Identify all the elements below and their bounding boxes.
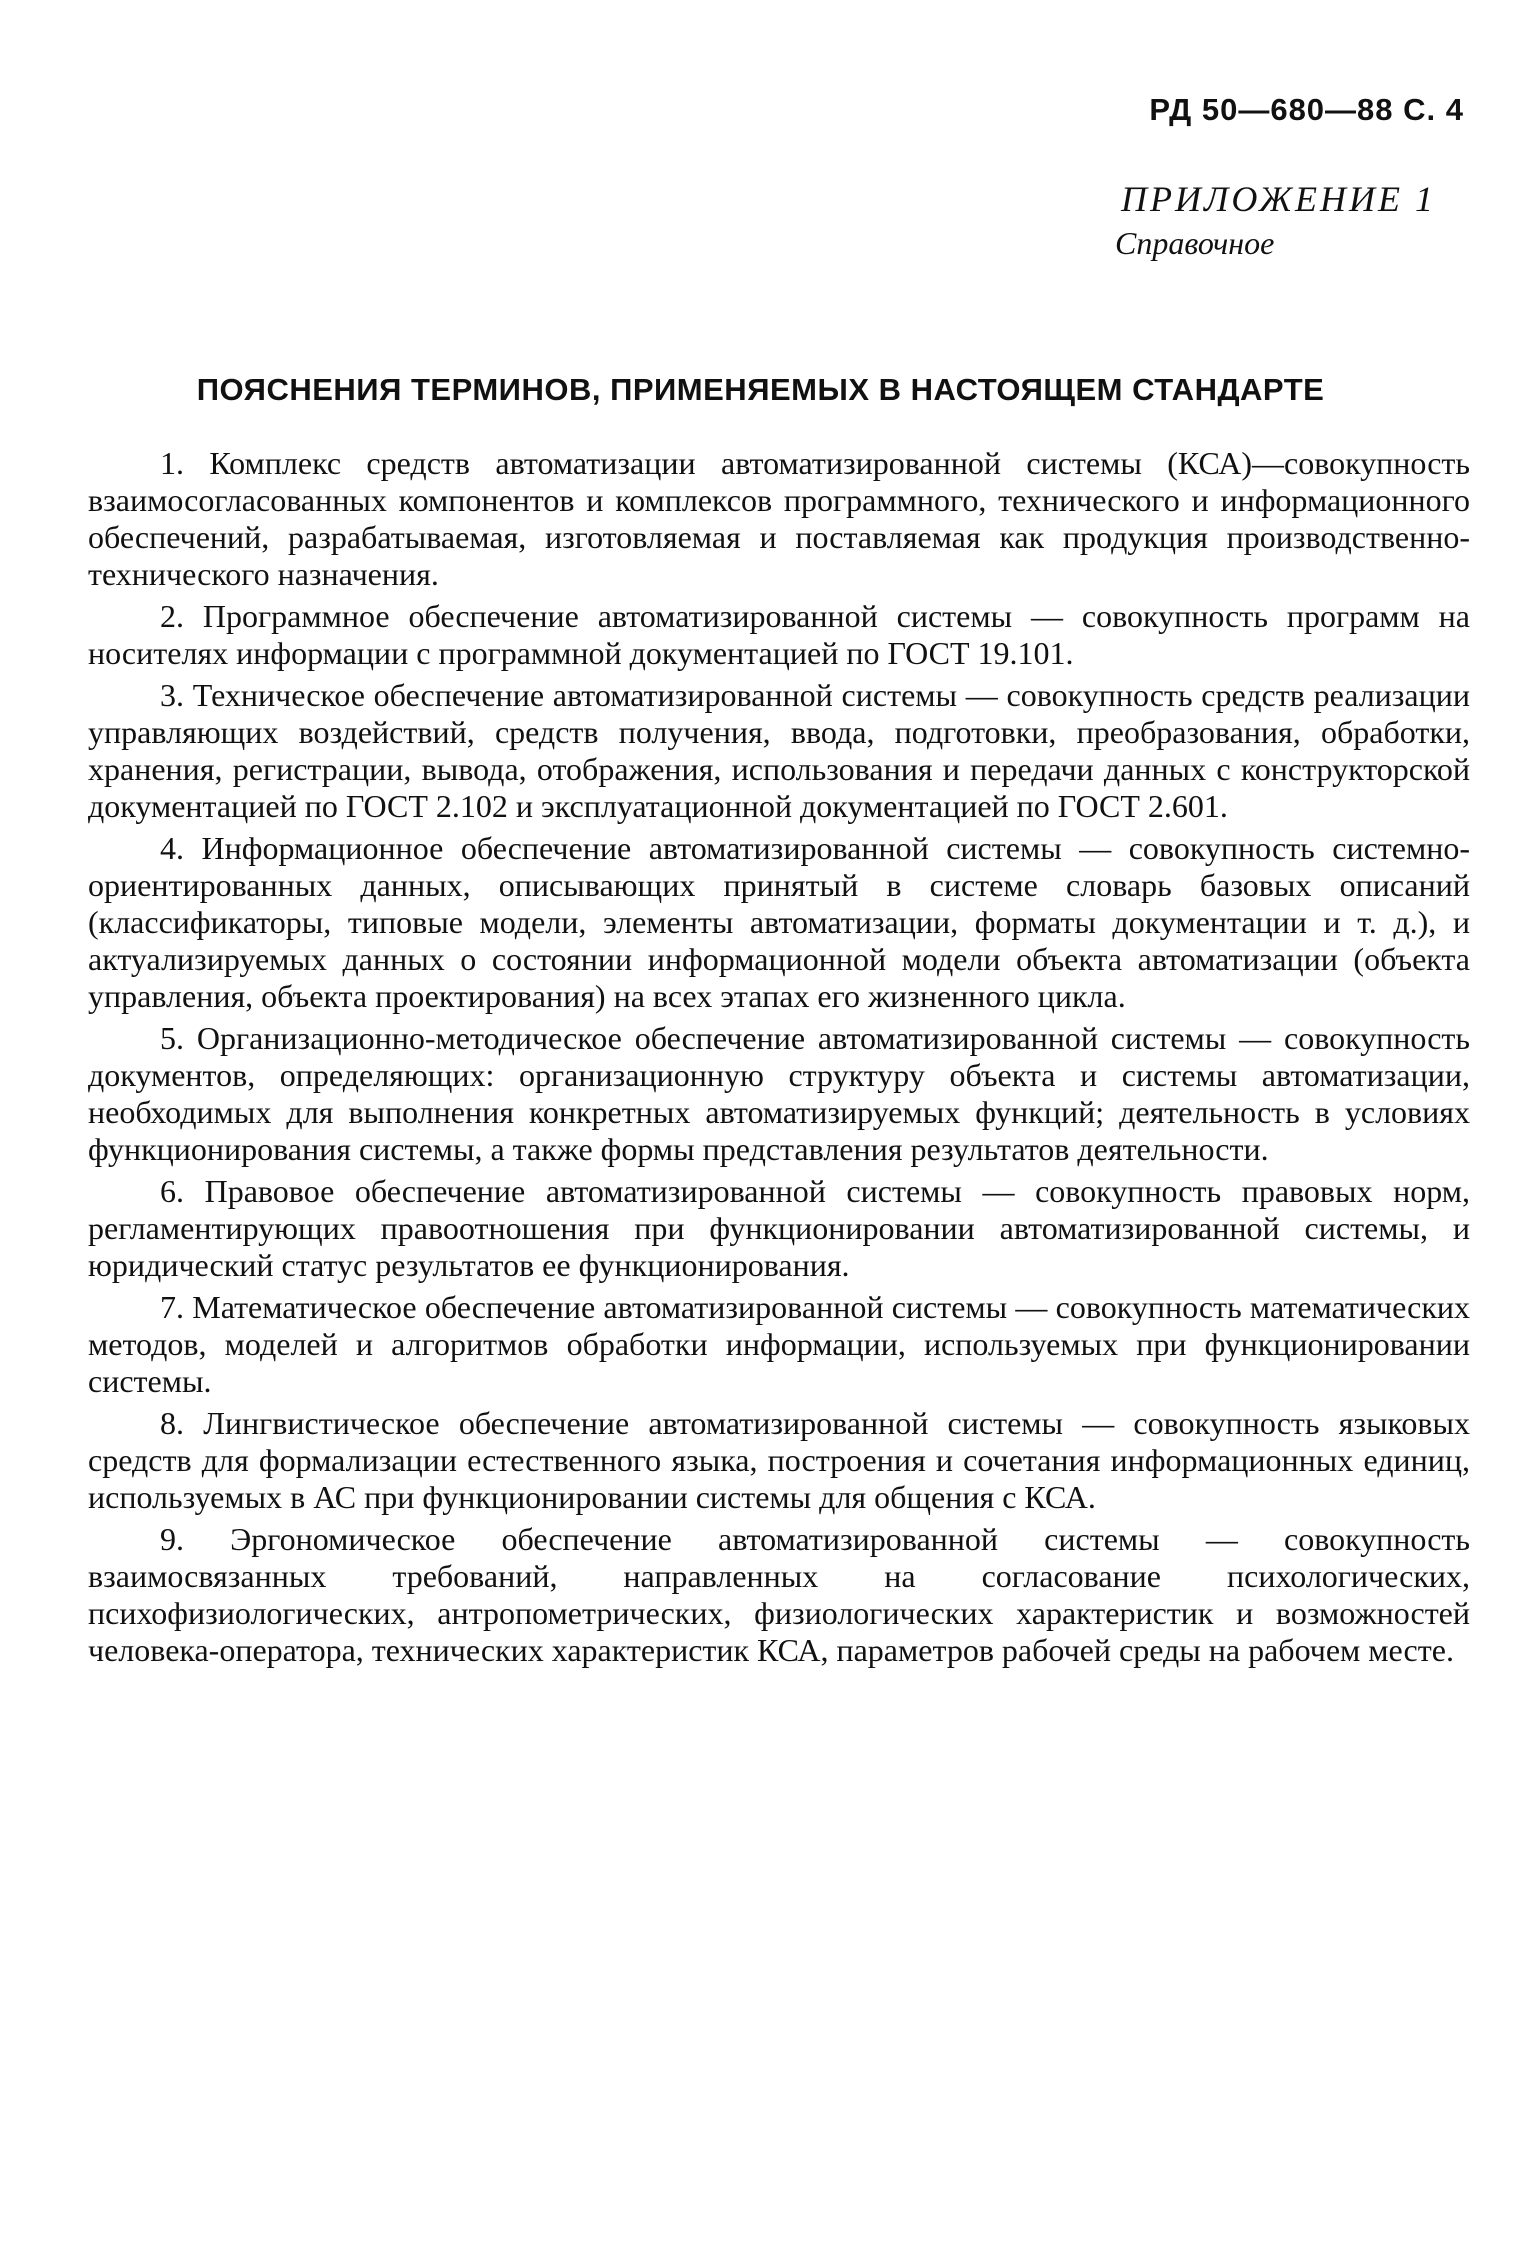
section-title: ПОЯСНЕНИЯ ТЕРМИНОВ, ПРИМЕНЯЕМЫХ В НАСТОЯЩЕМ СТАНДАРТЕ xyxy=(196,372,1325,407)
term-5: 5. Организационно-методическое обеспечение автоматизированной системы — совокупность документов, определяющих: организационную структуру объекта и системы автоматизации, необходимых для выполнения конкретных автоматизируемых функций; деятельность в условиях функционирования системы, а также формы представления результатов деятельности. xyxy=(88,1020,1470,1167)
terms-list xyxy=(88,445,1470,1674)
term-8: 8. Лингвистическое обеспечение автоматизированной системы — совокупность языковых средств для формализации естественного языка, построения и сочетания информационных единиц, используемых в АС при функционировании системы для общения с КСА. xyxy=(88,1405,1470,1515)
term-1: 1. Комплекс средств автоматизации автоматизированной системы (КСА)—совокупность взаимосогласованных компонентов и комплексов программного, технического и информационного обеспечений, разрабатываемая, изготовляемая и поставляемая как продукция производственно-технического назначения. xyxy=(88,445,1470,592)
term-9: 9. Эргономическое обеспечение автоматизированной системы — совокупность взаимосвязанных требований, направленных на согласование психологических, психофизиологических, антропометрических, физиологических характеристик и возможностей человека-оператора, технических характеристик КСА, параметров рабочей среды на рабочем месте. xyxy=(88,1521,1470,1668)
term-3: 3. Техническое обеспечение автоматизированной системы — совокупность средств реализации управляющих воздействий, средств получения, ввода, подготовки, преобразования, обработки, хранения, регистрации, вывода, отображения, использования и передачи данных с конструкторской документацией по ГОСТ 2.102 и эксплуатационной документацией по ГОСТ 2.601. xyxy=(88,677,1470,824)
document-code: РД 50—680—88 С. 4 xyxy=(1149,92,1464,127)
term-4: 4. Информационное обеспечение автоматизированной системы — совокупность системно-ориентированных данных, описывающих принятый в системе словарь базовых описаний (классификаторы, типовые модели, элементы автоматизации, форматы документации и т. д.), и актуализируемых данных о состоянии информационной модели объекта автоматизации (объекта управления, объекта проектирования) на всех этапах его жизненного цикла. xyxy=(88,830,1470,1014)
term-7: 7. Математическое обеспечение автоматизированной системы — совокупность математических методов, моделей и алгоритмов обработки информации, используемых при функционировании системы. xyxy=(88,1289,1470,1399)
appendix-type: Справочное xyxy=(1115,225,1275,261)
appendix-title: ПРИЛОЖЕНИЕ 1 xyxy=(1121,179,1436,219)
term-6: 6. Правовое обеспечение автоматизированной системы — совокупность правовых норм, регламентирующих правоотношения при функционировании автоматизированной системы, и юридический статус результатов ее функционирования. xyxy=(88,1173,1470,1283)
term-2: 2. Программное обеспечение автоматизированной системы — совокупность программ на носителях информации с программной документацией по ГОСТ 19.101. xyxy=(88,598,1470,671)
